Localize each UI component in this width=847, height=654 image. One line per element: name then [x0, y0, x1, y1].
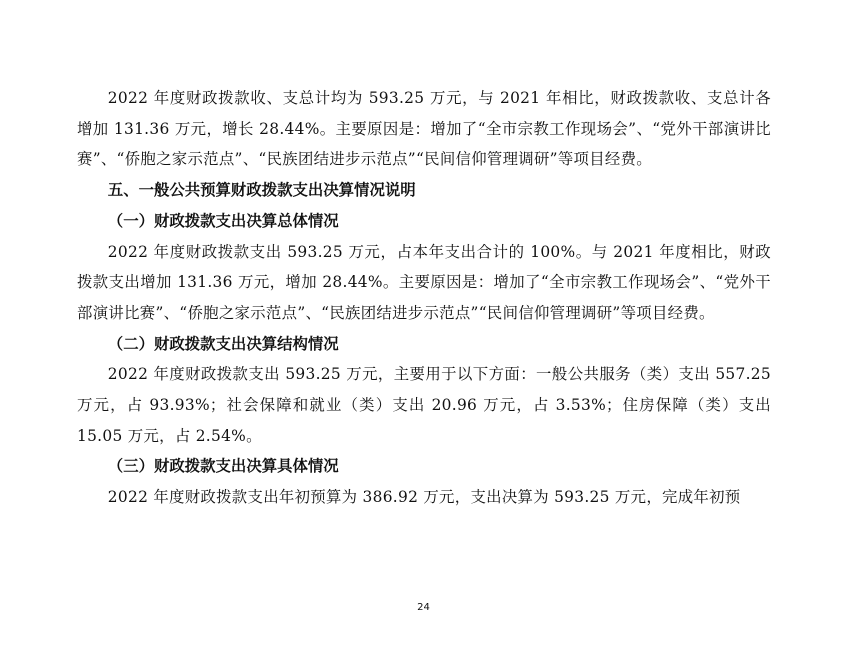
section-heading-five: 五、一般公共预算财政拨款支出决算情况说明 — [107, 181, 416, 200]
subsection-heading-one: （一）财政拨款支出决算总体情况 — [107, 211, 339, 230]
paragraph-expense-overall: 2022 年度财政拨款支出 593.25 万元，占本年支出合计的 100%。与 2021 年度相比，财政拨款支出增加 131.36 万元，增加 28.44%。主要原因是：增加了“全市宗教工作现场会”、“党外干部演讲比赛”、“侨胞之家示范点”、“民族团结进步示范点”“民间信仰管理调研”等项目经费。 — [77, 242, 771, 322]
page-number: 24 — [417, 602, 430, 613]
subsection-heading-three: （三）财政拨款支出决算具体情况 — [107, 457, 339, 476]
subsection-heading-two: （二）财政拨款支出决算结构情况 — [107, 334, 339, 353]
document-body — [77, 83, 771, 513]
paragraph-expense-structure: 2022 年度财政拨款支出 593.25 万元，主要用于以下方面：一般公共服务（类）支出 557.25 万元，占 93.93%；社会保障和就业（类）支出 20.96 万元，占 3.53%；住房保障（类）支出 15.05 万元，占 2.54%。 — [77, 365, 771, 445]
paragraph-income-expense-total: 2022 年度财政拨款收、支总计均为 593.25 万元，与 2021 年相比，财政拨款收、支总计各增加 131.36 万元，增长 28.44%。主要原因是：增加了“全市宗教工作现场会”、“党外干部演讲比赛”、“侨胞之家示范点”、“民族团结进步示范点”“民间信仰管理调研”等项目经费。 — [77, 89, 771, 169]
paragraph-expense-details: 2022 年度财政拨款支出年初预算为 386.92 万元，支出决算为 593.25 万元，完成年初预 — [107, 488, 741, 507]
